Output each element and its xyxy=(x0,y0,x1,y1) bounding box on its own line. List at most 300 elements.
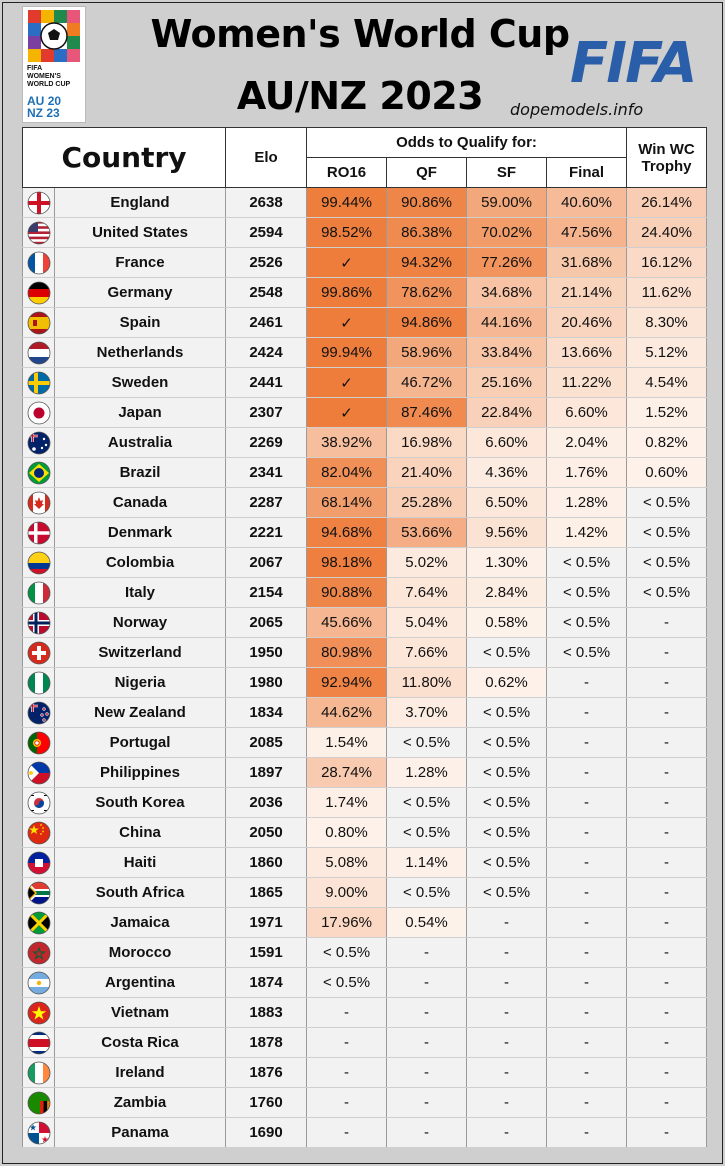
elo-value: 1834 xyxy=(226,698,307,728)
ro16-odds-cell: 80.98% xyxy=(307,638,387,668)
table-row xyxy=(23,1028,707,1058)
flag-cell xyxy=(23,758,55,788)
final-odds-cell: - xyxy=(547,1058,627,1088)
country-name: England xyxy=(55,188,226,218)
flag-cell xyxy=(23,998,55,1028)
source-site: dopemodels.info xyxy=(510,100,644,119)
netherlands-flag-icon xyxy=(27,341,51,365)
win-odds-cell: - xyxy=(627,908,707,938)
win-odds-cell: 8.30% xyxy=(627,308,707,338)
flag-cell xyxy=(23,1028,55,1058)
qf-odds-cell: < 0.5% xyxy=(387,728,467,758)
country-name: Haiti xyxy=(55,848,226,878)
flag-cell xyxy=(23,398,55,428)
flag-cell xyxy=(23,728,55,758)
final-odds-cell: 11.22% xyxy=(547,368,627,398)
flag-cell xyxy=(23,668,55,698)
table-row xyxy=(23,668,707,698)
sf-odds-cell: 4.36% xyxy=(467,458,547,488)
elo-value: 1591 xyxy=(226,938,307,968)
elo-value: 2154 xyxy=(226,578,307,608)
elo-value: 2287 xyxy=(226,488,307,518)
qf-odds-cell: - xyxy=(387,1118,467,1148)
table-row xyxy=(23,398,707,428)
ro16-odds-cell: 9.00% xyxy=(307,878,387,908)
table-row xyxy=(23,518,707,548)
header-win: Win WC Trophy xyxy=(627,128,707,188)
elo-value: 2065 xyxy=(226,608,307,638)
ro16-odds-cell: 94.68% xyxy=(307,518,387,548)
elo-value: 2269 xyxy=(226,428,307,458)
country-name: Portugal xyxy=(55,728,226,758)
qf-odds-cell: 11.80% xyxy=(387,668,467,698)
qf-odds-cell: - xyxy=(387,1028,467,1058)
qf-odds-cell: < 0.5% xyxy=(387,878,467,908)
country-name: South Korea xyxy=(55,788,226,818)
elo-value: 1874 xyxy=(226,968,307,998)
ro16-odds-cell: - xyxy=(307,998,387,1028)
elo-value: 1971 xyxy=(226,908,307,938)
england-flag-icon xyxy=(27,191,51,215)
sf-odds-cell: < 0.5% xyxy=(467,758,547,788)
ro16-odds-cell: 38.92% xyxy=(307,428,387,458)
flag-cell xyxy=(23,578,55,608)
country-name: Costa Rica xyxy=(55,1028,226,1058)
win-odds-cell: 4.54% xyxy=(627,368,707,398)
table-row xyxy=(23,998,707,1028)
win-odds-cell: - xyxy=(627,608,707,638)
country-name: China xyxy=(55,818,226,848)
table-row xyxy=(23,248,707,278)
win-odds-cell: - xyxy=(627,938,707,968)
qf-odds-cell: 3.70% xyxy=(387,698,467,728)
country-name: Norway xyxy=(55,608,226,638)
elo-value: 2067 xyxy=(226,548,307,578)
argentina-flag-icon xyxy=(27,971,51,995)
flag-cell xyxy=(23,608,55,638)
final-odds-cell: - xyxy=(547,878,627,908)
flag-cell xyxy=(23,338,55,368)
sf-odds-cell: 25.16% xyxy=(467,368,547,398)
final-odds-cell: - xyxy=(547,968,627,998)
qf-odds-cell: - xyxy=(387,938,467,968)
ro16-odds-cell: 45.66% xyxy=(307,608,387,638)
jamaica-flag-icon xyxy=(27,911,51,935)
switzerland-flag-icon xyxy=(27,641,51,665)
final-odds-cell: 6.60% xyxy=(547,398,627,428)
ro16-odds-cell: 44.62% xyxy=(307,698,387,728)
qf-odds-cell: 94.32% xyxy=(387,248,467,278)
sf-odds-cell: - xyxy=(467,1118,547,1148)
elo-value: 2307 xyxy=(226,398,307,428)
elo-value: 1865 xyxy=(226,878,307,908)
final-odds-cell: - xyxy=(547,938,627,968)
flag-cell xyxy=(23,1058,55,1088)
flag-cell xyxy=(23,938,55,968)
sf-odds-cell: - xyxy=(467,1088,547,1118)
flag-cell xyxy=(23,308,55,338)
flag-cell xyxy=(23,638,55,668)
country-name: United States xyxy=(55,218,226,248)
country-name: Denmark xyxy=(55,518,226,548)
sf-odds-cell: < 0.5% xyxy=(467,848,547,878)
win-odds-cell: - xyxy=(627,998,707,1028)
zambia-flag-icon xyxy=(27,1091,51,1115)
final-odds-cell: - xyxy=(547,758,627,788)
ro16-odds-cell: 92.94% xyxy=(307,668,387,698)
elo-value: 1760 xyxy=(226,1088,307,1118)
qf-odds-cell: 94.86% xyxy=(387,308,467,338)
country-name: South Africa xyxy=(55,878,226,908)
qf-odds-cell: 1.28% xyxy=(387,758,467,788)
final-odds-cell: < 0.5% xyxy=(547,578,627,608)
italy-flag-icon xyxy=(27,581,51,605)
qf-odds-cell: < 0.5% xyxy=(387,788,467,818)
germany-flag-icon xyxy=(27,281,51,305)
table-row xyxy=(23,908,707,938)
flag-cell xyxy=(23,968,55,998)
table-row xyxy=(23,308,707,338)
ro16-odds-cell: 99.44% xyxy=(307,188,387,218)
qf-odds-cell: 7.66% xyxy=(387,638,467,668)
qf-odds-cell: 21.40% xyxy=(387,458,467,488)
table-row xyxy=(23,338,707,368)
page-subtitle: AU/NZ 2023 xyxy=(236,74,484,118)
qf-odds-cell: - xyxy=(387,968,467,998)
sf-odds-cell: < 0.5% xyxy=(467,878,547,908)
final-odds-cell: < 0.5% xyxy=(547,608,627,638)
final-odds-cell: 21.14% xyxy=(547,278,627,308)
elo-value: 2050 xyxy=(226,818,307,848)
usa-flag-icon xyxy=(27,221,51,245)
portugal-flag-icon xyxy=(27,731,51,755)
wwc-ball-icon xyxy=(28,10,80,62)
sf-odds-cell: 6.50% xyxy=(467,488,547,518)
elo-value: 2341 xyxy=(226,458,307,488)
philippines-flag-icon xyxy=(27,761,51,785)
table-row xyxy=(23,788,707,818)
haiti-flag-icon xyxy=(27,851,51,875)
country-name: Spain xyxy=(55,308,226,338)
australia-flag-icon xyxy=(27,431,51,455)
final-odds-cell: 20.46% xyxy=(547,308,627,338)
table-row xyxy=(23,1058,707,1088)
table-row xyxy=(23,608,707,638)
final-odds-cell: 31.68% xyxy=(547,248,627,278)
qf-odds-cell: - xyxy=(387,1088,467,1118)
sf-odds-cell: < 0.5% xyxy=(467,728,547,758)
country-name: New Zealand xyxy=(55,698,226,728)
header-sf: SF xyxy=(467,158,547,188)
win-odds-cell: 0.60% xyxy=(627,458,707,488)
sf-odds-cell: - xyxy=(467,908,547,938)
ro16-odds-cell: 68.14% xyxy=(307,488,387,518)
table-row xyxy=(23,698,707,728)
win-odds-cell: - xyxy=(627,878,707,908)
final-odds-cell: - xyxy=(547,728,627,758)
ro16-odds-cell: ✓ xyxy=(307,308,387,338)
win-odds-cell: 1.52% xyxy=(627,398,707,428)
ro16-odds-cell: 17.96% xyxy=(307,908,387,938)
new-zealand-flag-icon xyxy=(27,701,51,725)
south-korea-flag-icon xyxy=(27,791,51,815)
colombia-flag-icon xyxy=(27,551,51,575)
elo-value: 2594 xyxy=(226,218,307,248)
wwc-logo xyxy=(22,6,86,123)
sf-odds-cell: 44.16% xyxy=(467,308,547,338)
country-name: Japan xyxy=(55,398,226,428)
sf-odds-cell: 22.84% xyxy=(467,398,547,428)
sf-odds-cell: 0.58% xyxy=(467,608,547,638)
ro16-odds-cell: 0.80% xyxy=(307,818,387,848)
country-name: Vietnam xyxy=(55,998,226,1028)
fifa-wordmark: FIFA xyxy=(570,31,696,96)
table-row xyxy=(23,278,707,308)
elo-value: 1876 xyxy=(226,1058,307,1088)
elo-value: 1897 xyxy=(226,758,307,788)
header-qf: QF xyxy=(387,158,467,188)
table-row xyxy=(23,848,707,878)
table-row xyxy=(23,728,707,758)
win-odds-cell: < 0.5% xyxy=(627,578,707,608)
elo-value: 2036 xyxy=(226,788,307,818)
win-odds-cell: - xyxy=(627,968,707,998)
table-row xyxy=(23,488,707,518)
elo-value: 2548 xyxy=(226,278,307,308)
final-odds-cell: - xyxy=(547,788,627,818)
qf-odds-cell: 5.04% xyxy=(387,608,467,638)
flag-cell xyxy=(23,428,55,458)
final-odds-cell: - xyxy=(547,1118,627,1148)
morocco-flag-icon xyxy=(27,941,51,965)
flag-cell xyxy=(23,218,55,248)
ro16-odds-cell: ✓ xyxy=(307,248,387,278)
flag-cell xyxy=(23,698,55,728)
elo-value: 2221 xyxy=(226,518,307,548)
win-odds-cell: - xyxy=(627,1028,707,1058)
ro16-odds-cell: 99.86% xyxy=(307,278,387,308)
ro16-odds-cell: ✓ xyxy=(307,398,387,428)
sf-odds-cell: 0.62% xyxy=(467,668,547,698)
win-odds-cell: < 0.5% xyxy=(627,548,707,578)
final-odds-cell: 1.28% xyxy=(547,488,627,518)
table-row xyxy=(23,218,707,248)
header-odds-group: Odds to Qualify for: xyxy=(307,128,627,158)
country-name: France xyxy=(55,248,226,278)
norway-flag-icon xyxy=(27,611,51,635)
win-odds-cell: < 0.5% xyxy=(627,518,707,548)
flag-cell xyxy=(23,788,55,818)
table-row xyxy=(23,188,707,218)
table-row xyxy=(23,818,707,848)
win-odds-cell: - xyxy=(627,698,707,728)
final-odds-cell: 1.76% xyxy=(547,458,627,488)
elo-value: 1690 xyxy=(226,1118,307,1148)
qf-odds-cell: 16.98% xyxy=(387,428,467,458)
qf-odds-cell: - xyxy=(387,1058,467,1088)
ro16-odds-cell: 90.88% xyxy=(307,578,387,608)
win-odds-cell: - xyxy=(627,818,707,848)
elo-value: 1950 xyxy=(226,638,307,668)
sf-odds-cell: < 0.5% xyxy=(467,818,547,848)
country-name: Argentina xyxy=(55,968,226,998)
sf-odds-cell: - xyxy=(467,1028,547,1058)
sf-odds-cell: - xyxy=(467,998,547,1028)
header-final: Final xyxy=(547,158,627,188)
qf-odds-cell: - xyxy=(387,998,467,1028)
final-odds-cell: 13.66% xyxy=(547,338,627,368)
country-name: Sweden xyxy=(55,368,226,398)
table-row xyxy=(23,428,707,458)
elo-value: 1860 xyxy=(226,848,307,878)
spain-flag-icon xyxy=(27,311,51,335)
ro16-odds-cell: 5.08% xyxy=(307,848,387,878)
country-name: Netherlands xyxy=(55,338,226,368)
brazil-flag-icon xyxy=(27,461,51,485)
ro16-odds-cell: 98.52% xyxy=(307,218,387,248)
elo-value: 1878 xyxy=(226,1028,307,1058)
country-name: Brazil xyxy=(55,458,226,488)
qf-odds-cell: 1.14% xyxy=(387,848,467,878)
win-odds-cell: 24.40% xyxy=(627,218,707,248)
qf-odds-cell: 58.96% xyxy=(387,338,467,368)
flag-cell xyxy=(23,188,55,218)
denmark-flag-icon xyxy=(27,521,51,545)
flag-cell xyxy=(23,848,55,878)
ro16-odds-cell: - xyxy=(307,1028,387,1058)
win-odds-cell: - xyxy=(627,638,707,668)
final-odds-cell: < 0.5% xyxy=(547,548,627,578)
final-odds-cell: - xyxy=(547,818,627,848)
table-row xyxy=(23,578,707,608)
odds-table xyxy=(22,127,707,1148)
ro16-odds-cell: - xyxy=(307,1118,387,1148)
table-row xyxy=(23,1088,707,1118)
ro16-odds-cell: 82.04% xyxy=(307,458,387,488)
final-odds-cell: 1.42% xyxy=(547,518,627,548)
france-flag-icon xyxy=(27,251,51,275)
final-odds-cell: 2.04% xyxy=(547,428,627,458)
sf-odds-cell: 6.60% xyxy=(467,428,547,458)
sf-odds-cell: < 0.5% xyxy=(467,788,547,818)
sf-odds-cell: 9.56% xyxy=(467,518,547,548)
win-odds-cell: 0.82% xyxy=(627,428,707,458)
flag-cell xyxy=(23,878,55,908)
sweden-flag-icon xyxy=(27,371,51,395)
flag-cell xyxy=(23,368,55,398)
header-country: Country xyxy=(23,128,226,188)
japan-flag-icon xyxy=(27,401,51,425)
win-odds-cell: - xyxy=(627,758,707,788)
win-odds-cell: 16.12% xyxy=(627,248,707,278)
qf-odds-cell: 78.62% xyxy=(387,278,467,308)
flag-cell xyxy=(23,488,55,518)
win-odds-cell: 26.14% xyxy=(627,188,707,218)
costa-rica-flag-icon xyxy=(27,1031,51,1055)
final-odds-cell: - xyxy=(547,1088,627,1118)
final-odds-cell: 40.60% xyxy=(547,188,627,218)
table-row xyxy=(23,968,707,998)
final-odds-cell: - xyxy=(547,668,627,698)
country-name: Colombia xyxy=(55,548,226,578)
ro16-odds-cell: 98.18% xyxy=(307,548,387,578)
country-name: Germany xyxy=(55,278,226,308)
country-name: Jamaica xyxy=(55,908,226,938)
country-name: Ireland xyxy=(55,1058,226,1088)
flag-cell xyxy=(23,248,55,278)
final-odds-cell: - xyxy=(547,698,627,728)
win-odds-cell: - xyxy=(627,1118,707,1148)
elo-value: 1883 xyxy=(226,998,307,1028)
win-odds-cell: 11.62% xyxy=(627,278,707,308)
elo-value: 2441 xyxy=(226,368,307,398)
country-name: Switzerland xyxy=(55,638,226,668)
win-odds-cell: - xyxy=(627,848,707,878)
country-name: Canada xyxy=(55,488,226,518)
win-odds-cell: - xyxy=(627,1058,707,1088)
final-odds-cell: 47.56% xyxy=(547,218,627,248)
final-odds-cell: - xyxy=(547,1028,627,1058)
sf-odds-cell: 33.84% xyxy=(467,338,547,368)
ro16-odds-cell: 99.94% xyxy=(307,338,387,368)
table-row xyxy=(23,758,707,788)
sf-odds-cell: - xyxy=(467,968,547,998)
qf-odds-cell: 86.38% xyxy=(387,218,467,248)
ro16-odds-cell: - xyxy=(307,1058,387,1088)
ro16-odds-cell: 1.74% xyxy=(307,788,387,818)
sf-odds-cell: 2.84% xyxy=(467,578,547,608)
final-odds-cell: - xyxy=(547,998,627,1028)
flag-cell xyxy=(23,548,55,578)
win-odds-cell: - xyxy=(627,788,707,818)
canada-flag-icon xyxy=(27,491,51,515)
elo-value: 2424 xyxy=(226,338,307,368)
ro16-odds-cell: < 0.5% xyxy=(307,968,387,998)
qf-odds-cell: 7.64% xyxy=(387,578,467,608)
qf-odds-cell: 0.54% xyxy=(387,908,467,938)
vietnam-flag-icon xyxy=(27,1001,51,1025)
south-africa-flag-icon xyxy=(27,881,51,905)
table-row xyxy=(23,638,707,668)
flag-cell xyxy=(23,818,55,848)
country-name: Zambia xyxy=(55,1088,226,1118)
final-odds-cell: - xyxy=(547,908,627,938)
elo-value: 1980 xyxy=(226,668,307,698)
table-row xyxy=(23,458,707,488)
ro16-odds-cell: ✓ xyxy=(307,368,387,398)
elo-value: 2638 xyxy=(226,188,307,218)
sf-odds-cell: 34.68% xyxy=(467,278,547,308)
table-row xyxy=(23,368,707,398)
qf-odds-cell: 5.02% xyxy=(387,548,467,578)
country-name: Italy xyxy=(55,578,226,608)
qf-odds-cell: 87.46% xyxy=(387,398,467,428)
elo-value: 2526 xyxy=(226,248,307,278)
qf-odds-cell: 25.28% xyxy=(387,488,467,518)
sf-odds-cell: - xyxy=(467,938,547,968)
nigeria-flag-icon xyxy=(27,671,51,695)
qf-odds-cell: 90.86% xyxy=(387,188,467,218)
elo-value: 2461 xyxy=(226,308,307,338)
qf-odds-cell: < 0.5% xyxy=(387,818,467,848)
sf-odds-cell: < 0.5% xyxy=(467,698,547,728)
win-odds-cell: - xyxy=(627,728,707,758)
ro16-odds-cell: < 0.5% xyxy=(307,938,387,968)
final-odds-cell: < 0.5% xyxy=(547,638,627,668)
ro16-odds-cell: 1.54% xyxy=(307,728,387,758)
country-name: Nigeria xyxy=(55,668,226,698)
table-row xyxy=(23,878,707,908)
